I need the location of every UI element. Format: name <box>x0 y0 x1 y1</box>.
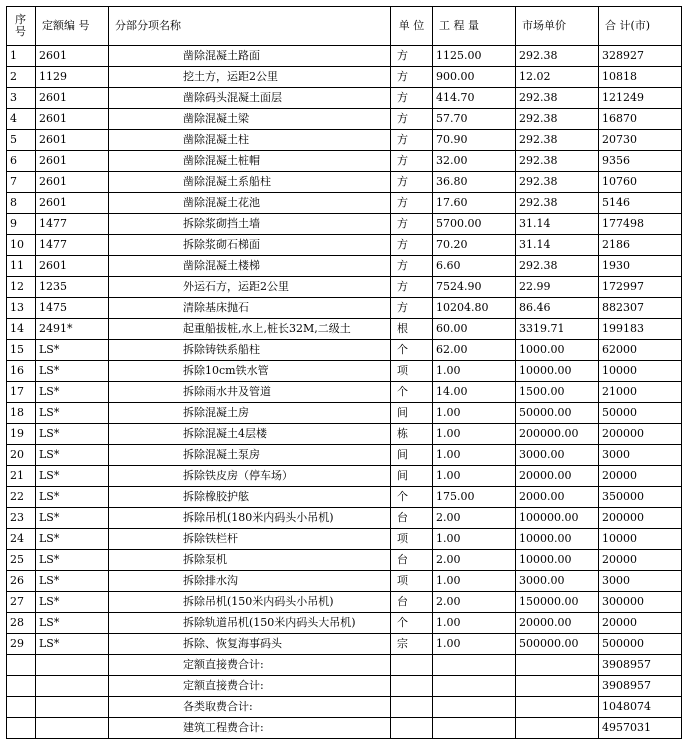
cell-code: LS* <box>36 613 109 634</box>
table-row <box>7 403 682 424</box>
cell-unit-price: 292.38 <box>516 193 599 214</box>
cell-code <box>36 655 109 676</box>
cell-code: 2601 <box>36 130 109 151</box>
cell-total: 1930 <box>599 256 682 277</box>
cell-code: 2601 <box>36 46 109 67</box>
cell-total: 172997 <box>599 277 682 298</box>
cell-unit <box>391 718 433 739</box>
cell-name: 拆除混凝土4层楼 <box>109 424 391 445</box>
cell-code <box>36 718 109 739</box>
table-row <box>7 298 682 319</box>
cell-unit-price: 12.02 <box>516 67 599 88</box>
cell-code: LS* <box>36 529 109 550</box>
cell-quantity: 60.00 <box>433 319 516 340</box>
header-name: 分部分项名称 <box>109 7 391 46</box>
cell-total: 200000 <box>599 424 682 445</box>
table-row <box>7 277 682 298</box>
cell-unit: 间 <box>391 445 433 466</box>
cell-unit-price: 292.38 <box>516 130 599 151</box>
cell-unit <box>391 655 433 676</box>
cell-seq: 21 <box>7 466 36 487</box>
cell-unit-price: 22.99 <box>516 277 599 298</box>
cell-seq <box>7 676 36 697</box>
cell-quantity <box>433 697 516 718</box>
header-unit-price: 市场单价 <box>516 7 599 46</box>
cell-quantity <box>433 718 516 739</box>
table-row <box>7 424 682 445</box>
table-row <box>7 130 682 151</box>
cell-quantity: 7524.90 <box>433 277 516 298</box>
cell-total: 5146 <box>599 193 682 214</box>
cell-quantity: 1.00 <box>433 424 516 445</box>
cell-unit: 个 <box>391 382 433 403</box>
cell-code: LS* <box>36 340 109 361</box>
table-row <box>7 88 682 109</box>
cell-unit: 方 <box>391 67 433 88</box>
cell-total: 2186 <box>599 235 682 256</box>
cell-name: 拆除、恢复海事码头 <box>109 634 391 655</box>
cell-quantity <box>433 655 516 676</box>
cell-unit <box>391 676 433 697</box>
cell-seq: 11 <box>7 256 36 277</box>
cell-unit-price: 3319.71 <box>516 319 599 340</box>
table-row <box>7 151 682 172</box>
table-row <box>7 109 682 130</box>
cell-total: 121249 <box>599 88 682 109</box>
cell-unit-price: 20000.00 <box>516 466 599 487</box>
cell-unit: 方 <box>391 172 433 193</box>
cell-name: 拆除浆砌挡土墙 <box>109 214 391 235</box>
cell-name: 凿除码头混凝土面层 <box>109 88 391 109</box>
cell-seq: 14 <box>7 319 36 340</box>
cell-unit: 方 <box>391 88 433 109</box>
table-row <box>7 214 682 235</box>
cell-total: 20000 <box>599 613 682 634</box>
cell-unit: 方 <box>391 298 433 319</box>
cell-name: 拆除铸铁系船柱 <box>109 340 391 361</box>
cell-code <box>36 676 109 697</box>
cell-code: 1477 <box>36 214 109 235</box>
cell-name: 拆除混凝土泵房 <box>109 445 391 466</box>
cell-unit <box>391 697 433 718</box>
cell-code: LS* <box>36 403 109 424</box>
cell-seq: 22 <box>7 487 36 508</box>
cell-code: 2491* <box>36 319 109 340</box>
cell-unit-price: 150000.00 <box>516 592 599 613</box>
cell-quantity: 2.00 <box>433 508 516 529</box>
summary-total: 3908957 <box>599 655 682 676</box>
table-row <box>7 193 682 214</box>
cell-code: 2601 <box>36 172 109 193</box>
cell-seq: 13 <box>7 298 36 319</box>
cell-unit-price: 292.38 <box>516 151 599 172</box>
cell-seq: 25 <box>7 550 36 571</box>
cell-code: LS* <box>36 550 109 571</box>
cell-name: 凿除混凝土系船柱 <box>109 172 391 193</box>
cell-code: 2601 <box>36 88 109 109</box>
cell-seq: 29 <box>7 634 36 655</box>
cell-unit: 间 <box>391 466 433 487</box>
cell-unit: 台 <box>391 508 433 529</box>
cell-code: LS* <box>36 487 109 508</box>
cell-code: 2601 <box>36 193 109 214</box>
cell-total: 16870 <box>599 109 682 130</box>
cell-total: 20000 <box>599 550 682 571</box>
header-seq: 序 号 <box>7 7 36 46</box>
cell-quantity: 1125.00 <box>433 46 516 67</box>
cell-code: LS* <box>36 634 109 655</box>
cell-unit: 方 <box>391 256 433 277</box>
cell-code <box>36 697 109 718</box>
cell-seq: 10 <box>7 235 36 256</box>
cell-unit: 方 <box>391 214 433 235</box>
cell-unit: 间 <box>391 403 433 424</box>
cell-code: LS* <box>36 361 109 382</box>
cell-name: 拆除排水沟 <box>109 571 391 592</box>
cost-estimate-table <box>6 6 682 739</box>
cell-unit: 方 <box>391 151 433 172</box>
table-row <box>7 445 682 466</box>
header-unit: 单 位 <box>391 7 433 46</box>
table-row <box>7 235 682 256</box>
header-total: 合 计(市) <box>599 7 682 46</box>
cell-seq: 16 <box>7 361 36 382</box>
cell-code: LS* <box>36 508 109 529</box>
cell-unit: 个 <box>391 340 433 361</box>
cell-unit-price: 1000.00 <box>516 340 599 361</box>
cell-name: 凿除混凝土桩帽 <box>109 151 391 172</box>
table-row <box>7 67 682 88</box>
cell-code: 1129 <box>36 67 109 88</box>
summary-label: 定额直接费合计: <box>109 676 391 697</box>
cell-unit-price: 200000.00 <box>516 424 599 445</box>
summary-label: 建筑工程费合计: <box>109 718 391 739</box>
cell-name: 起重船拔桩,水上,桩长32M,二级土 <box>109 319 391 340</box>
cell-name: 凿除混凝土花池 <box>109 193 391 214</box>
cell-unit-price: 31.14 <box>516 214 599 235</box>
table-row <box>7 382 682 403</box>
cell-quantity: 1.00 <box>433 361 516 382</box>
cell-quantity: 17.60 <box>433 193 516 214</box>
cell-seq: 23 <box>7 508 36 529</box>
cell-total: 10000 <box>599 529 682 550</box>
cell-name: 拆除轨道吊机(150米内码头大吊机) <box>109 613 391 634</box>
summary-row <box>7 655 682 676</box>
table-row <box>7 256 682 277</box>
cell-unit: 栋 <box>391 424 433 445</box>
cell-name: 拆除吊机(150米内码头小吊机) <box>109 592 391 613</box>
cell-seq <box>7 697 36 718</box>
table-row <box>7 319 682 340</box>
cell-seq: 5 <box>7 130 36 151</box>
summary-label: 各类取费合计: <box>109 697 391 718</box>
cell-seq: 28 <box>7 613 36 634</box>
cell-quantity: 70.20 <box>433 235 516 256</box>
header-code: 定额编 号 <box>36 7 109 46</box>
cell-unit-price: 292.38 <box>516 109 599 130</box>
cell-unit: 方 <box>391 235 433 256</box>
cell-total: 3000 <box>599 445 682 466</box>
cell-unit: 项 <box>391 361 433 382</box>
cell-seq: 3 <box>7 88 36 109</box>
cell-seq: 27 <box>7 592 36 613</box>
cell-unit: 方 <box>391 277 433 298</box>
cell-total: 200000 <box>599 508 682 529</box>
cell-name: 凿除混凝土柱 <box>109 130 391 151</box>
cell-quantity: 1.00 <box>433 634 516 655</box>
cell-seq: 4 <box>7 109 36 130</box>
cell-quantity: 6.60 <box>433 256 516 277</box>
table-row <box>7 529 682 550</box>
cell-code: LS* <box>36 424 109 445</box>
cell-name: 凿除混凝土路面 <box>109 46 391 67</box>
cell-unit: 个 <box>391 613 433 634</box>
cell-unit: 方 <box>391 109 433 130</box>
cell-total: 9356 <box>599 151 682 172</box>
cell-total: 350000 <box>599 487 682 508</box>
cell-name: 外运石方，运距2公里 <box>109 277 391 298</box>
cell-unit: 方 <box>391 193 433 214</box>
cell-total: 328927 <box>599 46 682 67</box>
cell-unit-price: 500000.00 <box>516 634 599 655</box>
cell-seq <box>7 655 36 676</box>
cell-code: LS* <box>36 466 109 487</box>
cell-total: 500000 <box>599 634 682 655</box>
cell-unit-price: 292.38 <box>516 172 599 193</box>
cell-total: 20000 <box>599 466 682 487</box>
table-row <box>7 508 682 529</box>
cell-seq: 9 <box>7 214 36 235</box>
cell-quantity <box>433 676 516 697</box>
cell-total: 300000 <box>599 592 682 613</box>
cell-total: 10818 <box>599 67 682 88</box>
cell-unit: 方 <box>391 46 433 67</box>
table-body <box>7 46 682 739</box>
summary-total: 1048074 <box>599 697 682 718</box>
cell-unit-price: 100000.00 <box>516 508 599 529</box>
cell-unit-price <box>516 676 599 697</box>
cell-unit-price: 31.14 <box>516 235 599 256</box>
cell-unit-price: 3000.00 <box>516 571 599 592</box>
cell-seq: 24 <box>7 529 36 550</box>
cell-quantity: 36.80 <box>433 172 516 193</box>
cell-seq: 12 <box>7 277 36 298</box>
cell-name: 拆除泵机 <box>109 550 391 571</box>
table-row <box>7 634 682 655</box>
cell-unit: 宗 <box>391 634 433 655</box>
cell-quantity: 2.00 <box>433 550 516 571</box>
table-row <box>7 172 682 193</box>
cell-name: 清除基床抛石 <box>109 298 391 319</box>
table-row <box>7 361 682 382</box>
cell-seq: 18 <box>7 403 36 424</box>
summary-row <box>7 676 682 697</box>
cell-name: 拆除混凝土房 <box>109 403 391 424</box>
cell-total: 62000 <box>599 340 682 361</box>
cell-unit-price: 292.38 <box>516 46 599 67</box>
cell-seq: 8 <box>7 193 36 214</box>
cell-code: LS* <box>36 382 109 403</box>
cell-total: 177498 <box>599 214 682 235</box>
cell-unit-price: 1500.00 <box>516 382 599 403</box>
summary-total: 3908957 <box>599 676 682 697</box>
cell-total: 20730 <box>599 130 682 151</box>
cell-unit: 台 <box>391 592 433 613</box>
cell-seq: 7 <box>7 172 36 193</box>
summary-row <box>7 697 682 718</box>
cell-name: 拆除铁栏杆 <box>109 529 391 550</box>
cell-unit: 项 <box>391 571 433 592</box>
table-row <box>7 340 682 361</box>
cell-quantity: 57.70 <box>433 109 516 130</box>
header-quantity: 工 程 量 <box>433 7 516 46</box>
cell-seq: 2 <box>7 67 36 88</box>
cell-total: 10000 <box>599 361 682 382</box>
table-row <box>7 592 682 613</box>
cell-quantity: 900.00 <box>433 67 516 88</box>
cell-code: 2601 <box>36 256 109 277</box>
cell-name: 挖土方，运距2公里 <box>109 67 391 88</box>
cell-seq: 1 <box>7 46 36 67</box>
cell-unit-price: 86.46 <box>516 298 599 319</box>
cell-quantity: 5700.00 <box>433 214 516 235</box>
cell-unit: 根 <box>391 319 433 340</box>
cell-seq: 15 <box>7 340 36 361</box>
table-row <box>7 613 682 634</box>
cell-seq: 26 <box>7 571 36 592</box>
cell-quantity: 414.70 <box>433 88 516 109</box>
cell-name: 拆除10cm铁水管 <box>109 361 391 382</box>
cell-code: LS* <box>36 592 109 613</box>
cell-quantity: 2.00 <box>433 592 516 613</box>
cell-seq: 17 <box>7 382 36 403</box>
table-row <box>7 571 682 592</box>
cell-seq <box>7 718 36 739</box>
cell-unit: 项 <box>391 529 433 550</box>
cell-seq: 6 <box>7 151 36 172</box>
table-row <box>7 550 682 571</box>
cell-total: 21000 <box>599 382 682 403</box>
table-row <box>7 466 682 487</box>
cell-total: 3000 <box>599 571 682 592</box>
cell-total: 882307 <box>599 298 682 319</box>
cell-name: 拆除橡胶护舷 <box>109 487 391 508</box>
cell-unit-price: 10000.00 <box>516 529 599 550</box>
cell-quantity: 62.00 <box>433 340 516 361</box>
cell-name: 拆除吊机(180米内码头小吊机) <box>109 508 391 529</box>
cell-quantity: 175.00 <box>433 487 516 508</box>
cell-total: 50000 <box>599 403 682 424</box>
cell-total: 10760 <box>599 172 682 193</box>
cell-quantity: 1.00 <box>433 529 516 550</box>
cell-unit-price: 50000.00 <box>516 403 599 424</box>
cell-unit-price: 20000.00 <box>516 613 599 634</box>
cell-code: 2601 <box>36 151 109 172</box>
cell-unit-price: 2000.00 <box>516 487 599 508</box>
table-header-row <box>7 7 682 46</box>
cell-unit: 个 <box>391 487 433 508</box>
cell-unit-price <box>516 697 599 718</box>
cell-quantity: 1.00 <box>433 466 516 487</box>
cell-name: 凿除混凝土梁 <box>109 109 391 130</box>
table-row <box>7 46 682 67</box>
cell-code: 2601 <box>36 109 109 130</box>
cell-seq: 20 <box>7 445 36 466</box>
cell-unit-price <box>516 655 599 676</box>
summary-row <box>7 718 682 739</box>
cell-quantity: 10204.80 <box>433 298 516 319</box>
cell-code: 1477 <box>36 235 109 256</box>
cell-name: 拆除铁皮房（停车场） <box>109 466 391 487</box>
summary-total: 4957031 <box>599 718 682 739</box>
cell-unit-price: 10000.00 <box>516 361 599 382</box>
cell-quantity: 14.00 <box>433 382 516 403</box>
cell-unit-price <box>516 718 599 739</box>
cell-quantity: 70.90 <box>433 130 516 151</box>
cell-quantity: 32.00 <box>433 151 516 172</box>
cell-quantity: 1.00 <box>433 613 516 634</box>
cell-name: 拆除雨水井及管道 <box>109 382 391 403</box>
cell-unit-price: 3000.00 <box>516 445 599 466</box>
cell-total: 199183 <box>599 319 682 340</box>
cell-name: 拆除浆砌石梯面 <box>109 235 391 256</box>
table-row <box>7 487 682 508</box>
summary-label: 定额直接费合计: <box>109 655 391 676</box>
cell-quantity: 1.00 <box>433 403 516 424</box>
cell-code: LS* <box>36 571 109 592</box>
cell-code: 1235 <box>36 277 109 298</box>
cell-unit: 台 <box>391 550 433 571</box>
cell-unit-price: 10000.00 <box>516 550 599 571</box>
cell-code: 1475 <box>36 298 109 319</box>
cell-unit-price: 292.38 <box>516 88 599 109</box>
cell-quantity: 1.00 <box>433 571 516 592</box>
cell-unit-price: 292.38 <box>516 256 599 277</box>
cell-code: LS* <box>36 445 109 466</box>
cell-name: 凿除混凝土楼梯 <box>109 256 391 277</box>
cell-quantity: 1.00 <box>433 445 516 466</box>
cell-unit: 方 <box>391 130 433 151</box>
cell-seq: 19 <box>7 424 36 445</box>
